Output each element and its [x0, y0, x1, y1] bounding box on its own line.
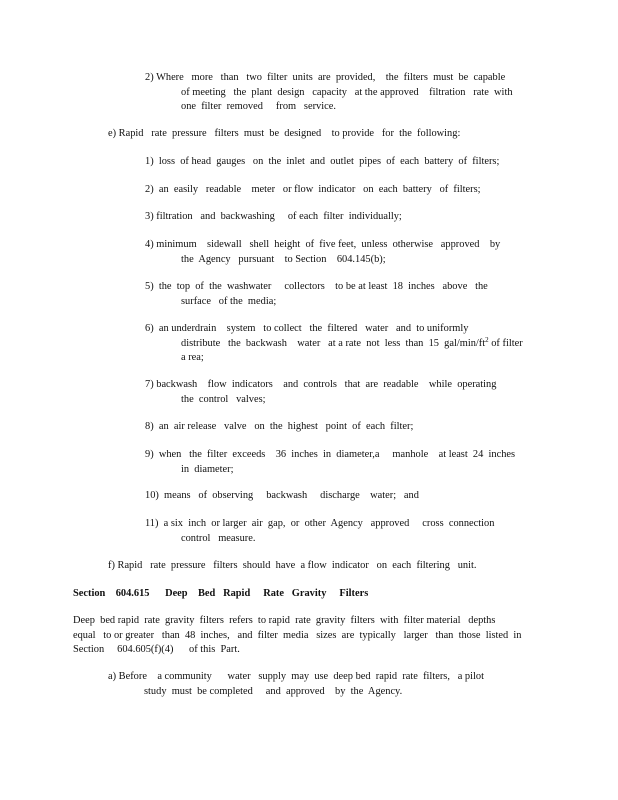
item-line: of meeting the plant design capacity at the approved filtration rate with [181, 86, 513, 98]
item-line [145, 337, 618, 352]
list-item [0, 127, 618, 142]
item-line: 2) Where more than two filter units are provided, the filters must be capable [145, 72, 506, 83]
item-line: the control valves; [181, 393, 266, 405]
list-item [0, 489, 618, 504]
item-line: 10) means of observing backwash discharge water; and [145, 490, 419, 501]
item-line: f) Rapid rate pressure filters should have a flow indicator on each filtering unit. [108, 560, 477, 571]
item-line: 4) minimum sidewall shell height of five feet, unless otherwise approved by [145, 239, 501, 250]
list-item [0, 71, 618, 115]
item-line-tail: of filter [488, 337, 523, 349]
item-line: 8) an air release valve on the highest point of each filter; [145, 421, 414, 432]
item-line: one filter removed from service. [181, 101, 336, 112]
item-line: a) Before a community water supply may use deep bed rapid rate filters, a pilot [108, 671, 484, 682]
item-line: in diameter; [181, 463, 234, 475]
list-item [0, 155, 618, 170]
list-item [0, 280, 618, 309]
section-heading: Section 604.615 Deep Bed Rapid Rate Gravity Filters [73, 588, 369, 599]
item-line: 3) filtration and backwashing of each filter individually; [145, 211, 402, 222]
item-line: 2) an easily readable meter or flow indicator on each battery of filters; [145, 184, 481, 195]
list-item [0, 448, 618, 477]
list-item [0, 322, 618, 366]
item-line: study must be completed and approved by the Agency. [144, 685, 403, 697]
item-line-text: distribute the backwash water at a rate not less than 15 gal/min/ft [181, 337, 486, 349]
item-line: surface of the media; [181, 295, 277, 307]
intro-paragraph [73, 614, 531, 658]
paragraph-line: Deep bed rapid rate gravity filters refers to rapid rate gravity filters with filter material depths [73, 615, 496, 626]
item-line: e) Rapid rate pressure filters must be designed to provide for the following: [108, 128, 461, 139]
item-line: 5) the top of the washwater collectors to be at least 18 inches above the [145, 281, 488, 292]
superscript: 2 [485, 335, 489, 344]
item-line: 6) an underdrain system to collect the filtered water and to uniformly [145, 323, 469, 334]
item-line: 9) when the filter exceeds 36 inches in diameter,a manhole at least 24 inches [145, 449, 516, 460]
list-item [0, 210, 618, 225]
list-item [0, 183, 618, 198]
item-line: a rea; [181, 352, 204, 363]
list-item [0, 670, 618, 699]
list-item [0, 517, 618, 546]
list-item [0, 420, 618, 435]
paragraph-line: Section 604.605(f)(4) of this Part. [73, 644, 240, 655]
item-line: 11) a six inch or larger air gap, or other Agency approved cross connection [145, 518, 495, 529]
item-line: control measure. [181, 532, 256, 544]
item-line: 1) loss of head gauges on the inlet and outlet pipes of each battery of filters; [145, 156, 500, 167]
item-line: the Agency pursuant to Section 604.145(b); [181, 253, 386, 265]
list-item [0, 559, 618, 574]
item-line: 7) backwash flow indicators and controls that are readable while operating [145, 379, 497, 390]
list-item [0, 238, 618, 267]
list-item [0, 378, 618, 407]
paragraph-line: equal to or greater than 48 inches, and filter media sizes are typically larger than those listed in [73, 629, 522, 641]
